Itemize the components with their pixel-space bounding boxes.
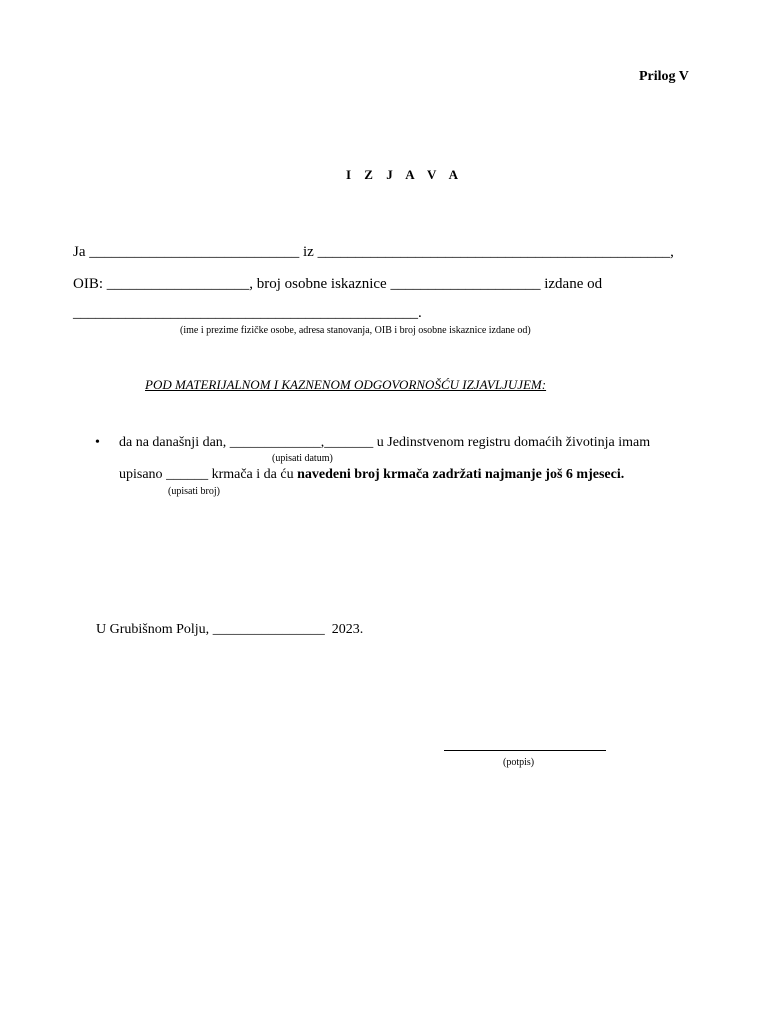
place-text: U Grubišnom Polju, [96,622,210,637]
personal-data-hint: (ime i prezime fizičke osobe, adresa stanovanja, OIB i broj osobne iskaznice izdane od) [180,325,531,336]
bullet-dot: • [95,435,100,450]
date-signed-blank[interactable]: ________________ [212,622,325,637]
address-prefix: iz [303,244,314,260]
date-hint: (upisati datum) [272,453,333,464]
line3-period: . [418,305,422,321]
date-blank[interactable]: _____________,_______ [229,435,374,450]
oib-label: OIB: [73,276,103,292]
signature-label: (potpis) [503,757,535,768]
id-card-blank[interactable]: ____________________ [390,276,541,292]
annex-label: Prilog V [639,69,689,84]
issued-by-blank[interactable]: ______________________________________________ [73,305,418,321]
line1-comma: , [670,244,674,260]
declaration-heading: POD MATERIJALNOM I KAZNENOM ODGOVORNOŠĆU IZJAVLJUJEM: [145,377,547,392]
sow-count-blank[interactable]: ______ [166,467,209,482]
issued-by-label: izdane od [544,276,603,292]
oib-line [73,276,602,293]
bullet-line-2 [119,467,624,483]
sows-text: krmača i da ću [211,467,294,482]
place-date-line [96,622,363,638]
name-blank[interactable]: ____________________________ [89,244,300,260]
year-text: 2023. [331,622,364,637]
commitment-text: navedeni broj krmača zadržati najmanje još 6 mjeseci. [297,467,625,482]
signature-line[interactable] [444,750,606,751]
today-text: da na današnji dan, [119,435,227,450]
issued-by-line [73,305,422,322]
oib-blank[interactable]: ___________________ [106,276,250,292]
document-title: I Z J A V A [346,167,464,182]
id-card-label: , broj osobne iskaznice [249,276,387,292]
name-prefix: Ja [73,244,86,260]
address-blank[interactable]: _______________________________________________ [317,244,671,260]
registered-text: upisano [119,467,163,482]
count-hint: (upisati broj) [168,486,220,497]
bullet-line-1 [119,435,650,451]
registry-text: u Jedinstvenom registru domaćih životinja imam [376,435,651,450]
name-line [73,244,674,261]
